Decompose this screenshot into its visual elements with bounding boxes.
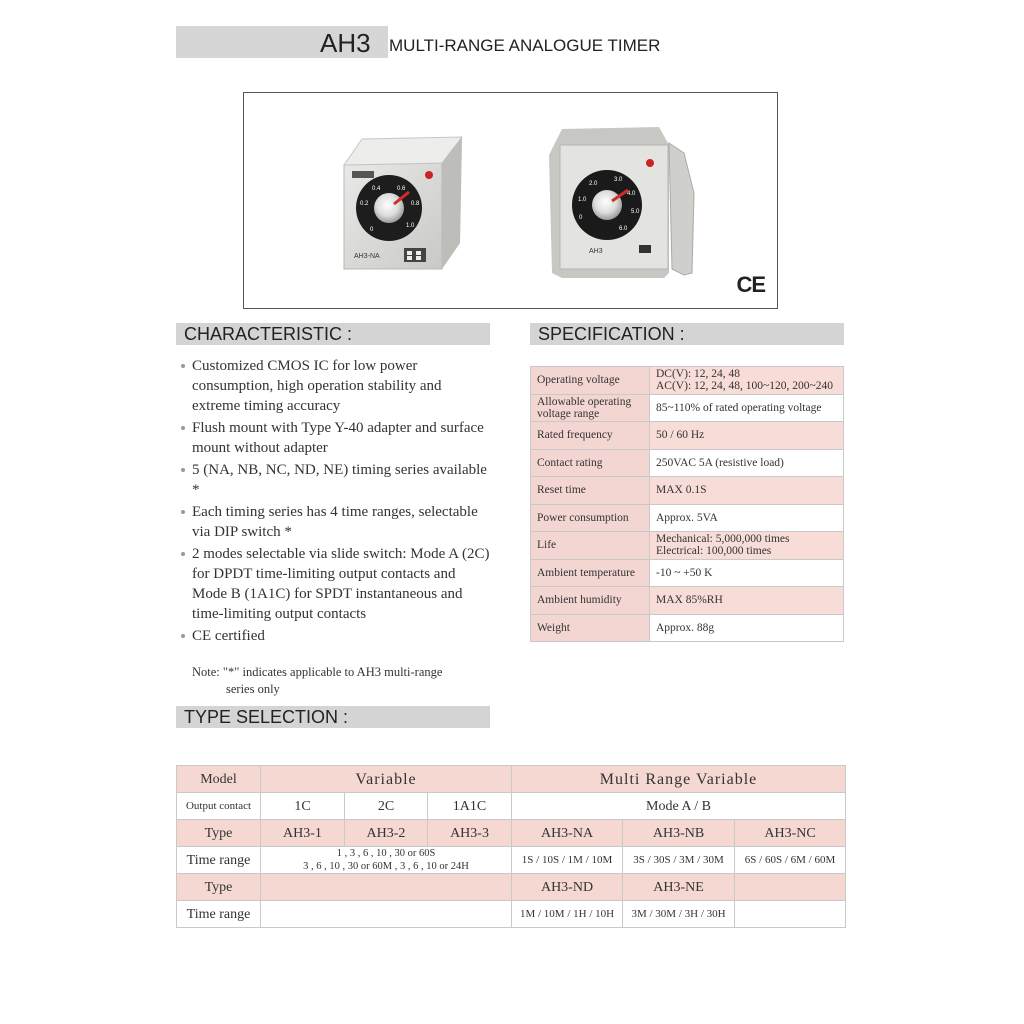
spec-label: Allowable operating voltage range xyxy=(531,394,650,422)
spec-value-line: Mechanical: 5,000,000 times xyxy=(656,533,790,546)
list-item: Each timing series has 4 time ranges, selectable via DIP switch * xyxy=(180,502,490,542)
note-line1: Note: "*" indicates applicable to AH3 multi-range xyxy=(192,665,443,679)
spec-value xyxy=(650,449,844,477)
spec-value xyxy=(650,477,844,505)
spec-label: Weight xyxy=(531,614,650,642)
dial-knob xyxy=(374,193,404,223)
type-cell: AH3-NE xyxy=(623,874,735,901)
spec-value-line: -10 ~ +50 K xyxy=(656,566,713,579)
spec-label: Power consumption xyxy=(531,504,650,532)
spec-value-line: AC(V): 12, 24, 48, 100~120, 200~240 xyxy=(656,380,833,393)
variable-range-line2: 3 , 6 , 10 , 30 or 60M , 3 , 6 , 10 or 24H xyxy=(303,861,469,872)
type-cell: AH3-ND xyxy=(512,874,623,901)
type-label: Type xyxy=(177,820,261,847)
note-line2: series only xyxy=(226,682,280,696)
spec-value-line: 85~110% of rated operating voltage xyxy=(656,401,822,414)
contact-cell: 1A1C xyxy=(428,793,512,820)
type-cell: AH3-2 xyxy=(345,820,428,847)
spec-row xyxy=(531,532,844,560)
type-table xyxy=(176,765,846,928)
specification-heading: SPECIFICATION : xyxy=(530,323,844,345)
range-cell: 1M / 10M / 1H / 10H xyxy=(512,901,623,928)
spec-label: Rated frequency xyxy=(531,422,650,450)
spec-value-line: 250VAC 5A (resistive load) xyxy=(656,456,784,469)
empty-cell xyxy=(261,901,512,928)
spec-value xyxy=(650,532,844,560)
list-item: Customized CMOS IC for low power consumption, high operation stability and extreme timing accuracy xyxy=(180,356,490,416)
characteristic-heading: CHARACTERISTIC : xyxy=(176,323,490,345)
type-cell: AH3-NB xyxy=(623,820,735,847)
spec-label: Ambient humidity xyxy=(531,587,650,615)
power-led-icon xyxy=(425,171,433,179)
spec-value xyxy=(650,422,844,450)
spec-value xyxy=(650,587,844,615)
spec-value-line: MAX 85%RH xyxy=(656,594,723,607)
spec-row xyxy=(531,614,844,642)
spec-row xyxy=(531,394,844,422)
ce-mark: CE xyxy=(736,272,765,297)
product-photo xyxy=(243,92,778,309)
svg-text:0.8: 0.8 xyxy=(411,201,420,207)
spec-row xyxy=(531,504,844,532)
mode-cell: Mode A / B xyxy=(512,793,846,820)
contact-cell: 2C xyxy=(345,793,428,820)
variable-range-line1: 1 , 3 , 6 , 10 , 30 or 60S xyxy=(336,848,436,859)
list-item: 5 (NA, NB, NC, ND, NE) timing series available * xyxy=(180,460,490,500)
type-cell: AH3-1 xyxy=(261,820,345,847)
type-selection-heading: TYPE SELECTION : xyxy=(176,706,490,728)
empty-cell xyxy=(735,874,846,901)
spec-row xyxy=(531,367,844,395)
svg-text:4.0: 4.0 xyxy=(627,191,636,197)
type-cell: AH3-NA xyxy=(512,820,623,847)
timer-right xyxy=(549,127,694,278)
variable-time-range xyxy=(261,847,512,874)
output-contact-label: Output contact xyxy=(177,793,261,820)
svg-text:AH3-NA: AH3-NA xyxy=(354,253,380,260)
note xyxy=(192,664,492,698)
spec-value-line: Electrical: 100,000 times xyxy=(656,545,772,558)
type-cell: AH3-3 xyxy=(428,820,512,847)
svg-text:3.0: 3.0 xyxy=(614,177,623,183)
model-label: Model xyxy=(177,766,261,793)
svg-text:AH3: AH3 xyxy=(589,248,603,255)
svg-text:6.0: 6.0 xyxy=(619,226,628,232)
range-cell: 1S / 10S / 1M / 10M xyxy=(512,847,623,874)
characteristic-list xyxy=(180,356,490,648)
spec-label: Ambient temperature xyxy=(531,559,650,587)
spec-value xyxy=(650,559,844,587)
spec-value-line: Approx. 5VA xyxy=(656,511,718,524)
empty-cell xyxy=(261,874,512,901)
range-cell: 3M / 30M / 3H / 30H xyxy=(623,901,735,928)
svg-text:0.4: 0.4 xyxy=(372,186,381,192)
spec-row xyxy=(531,422,844,450)
spec-table xyxy=(530,366,844,642)
svg-text:1.0: 1.0 xyxy=(406,223,415,229)
range-cell: 6S / 60S / 6M / 60M xyxy=(735,847,846,874)
spec-value-line: MAX 0.1S xyxy=(656,484,707,497)
timer-left xyxy=(344,137,462,269)
spec-value xyxy=(650,504,844,532)
time-range-label: Time range xyxy=(177,901,261,928)
type-cell: AH3-NC xyxy=(735,820,846,847)
spec-value xyxy=(650,394,844,422)
list-item: Flush mount with Type Y-40 adapter and surface mount without adapter xyxy=(180,418,490,458)
power-led-icon-2 xyxy=(646,159,654,167)
svg-text:0: 0 xyxy=(370,227,374,233)
contact-cell: 1C xyxy=(261,793,345,820)
spec-row xyxy=(531,477,844,505)
svg-text:0: 0 xyxy=(579,215,583,221)
time-range-label: Time range xyxy=(177,847,261,874)
svg-text:0.6: 0.6 xyxy=(397,186,406,192)
product-description: MULTI-RANGE ANALOGUE TIMER xyxy=(389,36,661,55)
spec-row xyxy=(531,449,844,477)
svg-text:2.0: 2.0 xyxy=(589,181,598,187)
svg-text:1.0: 1.0 xyxy=(578,197,587,203)
spec-value xyxy=(650,614,844,642)
svg-text:5.0: 5.0 xyxy=(631,209,640,215)
spec-label: Operating voltage xyxy=(531,367,650,395)
spec-label: Life xyxy=(531,532,650,560)
list-item: 2 modes selectable via slide switch: Mode A (2C) for DPDT time-limiting output contacts and Mode B (1A1C) for SPDT instantaneous and time-limiting output contacts xyxy=(180,544,490,624)
spec-value xyxy=(650,367,844,395)
spec-value-line: Approx. 88g xyxy=(656,621,715,634)
multi-range-header: Multi Range Variable xyxy=(512,766,846,793)
variable-header: Variable xyxy=(261,766,512,793)
spec-label: Reset time xyxy=(531,477,650,505)
spec-value-line: 50 / 60 Hz xyxy=(656,429,705,442)
product-model: AH3 xyxy=(320,28,371,58)
spec-row xyxy=(531,559,844,587)
spec-value-line: DC(V): 12, 24, 48 xyxy=(656,368,741,381)
empty-cell xyxy=(735,901,846,928)
range-cell: 3S / 30S / 3M / 30M xyxy=(623,847,735,874)
svg-text:0.2: 0.2 xyxy=(360,201,369,207)
dial-knob-2 xyxy=(592,190,622,220)
type-label: Type xyxy=(177,874,261,901)
timer-illustration xyxy=(244,93,777,308)
list-item: CE certified xyxy=(180,626,490,646)
spec-label: Contact rating xyxy=(531,449,650,477)
spec-row xyxy=(531,587,844,615)
